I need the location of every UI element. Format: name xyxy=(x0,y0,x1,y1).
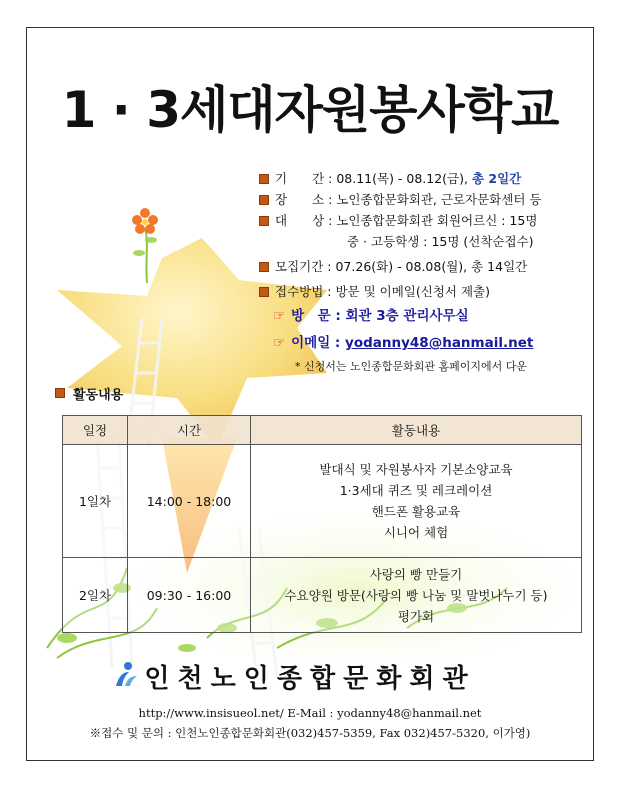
email-label: 이메일 : xyxy=(291,335,341,351)
pointing-hand-icon: ☞ xyxy=(273,335,286,351)
square-bullet-icon xyxy=(259,216,269,226)
time-cell: 14:00 - 18:00 xyxy=(128,445,251,558)
organization-name: 인천노인종합문화회관 xyxy=(144,664,476,694)
recruit-row xyxy=(259,256,589,277)
place-label: 장 소 : xyxy=(275,192,333,207)
activities-cell xyxy=(251,445,582,558)
place-value: 노인종합문화회관, 근로자문화센터 등 xyxy=(336,192,542,207)
section-heading xyxy=(55,384,123,403)
square-bullet-icon xyxy=(259,174,269,184)
email-link[interactable]: yodanny48@hanmail.net xyxy=(345,335,534,351)
header-time: 시간 xyxy=(128,416,251,445)
activity-item: 사랑의 빵 만들기 xyxy=(369,566,463,582)
footer-url: http://www.insisueol.net/ E-Mail : yodanny48@hanmail.net xyxy=(138,706,482,720)
activity-item: 발대식 및 자원봉사자 기본소양교육 xyxy=(319,462,513,477)
table-row xyxy=(63,445,582,558)
header-day: 일정 xyxy=(63,416,128,445)
section-title: 활동내용 xyxy=(73,388,124,403)
activities-cell xyxy=(251,558,582,633)
activity-item: 핸드폰 활용교육 xyxy=(371,504,461,519)
period-total: 총 2일간 xyxy=(471,171,522,186)
table-row xyxy=(63,558,582,633)
method-label: 접수방법 : xyxy=(275,284,332,299)
place-row xyxy=(259,189,589,210)
activity-item: 1·3세대 퀴즈 및 레크레이션 xyxy=(339,483,493,498)
period-label: 기 간 : xyxy=(275,171,333,186)
square-bullet-icon xyxy=(259,195,269,205)
square-bullet-icon xyxy=(259,262,269,272)
method-value: 방문 및 이메일(신청서 제출) xyxy=(335,284,490,299)
pointing-hand-icon: ☞ xyxy=(273,308,286,324)
target-label: 대 상 : xyxy=(275,213,333,228)
square-bullet-icon xyxy=(259,287,269,297)
day-cell: 1일차 xyxy=(63,445,128,558)
period-value: 08.11(목) - 08.12(금), xyxy=(336,171,468,186)
email-row xyxy=(259,333,589,354)
download-note: * 신청서는 노인종합문화회관 홈페이지에서 다운 xyxy=(295,360,528,373)
day-cell: 2일차 xyxy=(63,558,128,633)
activity-item: 평가회 xyxy=(397,608,435,624)
flyer xyxy=(26,27,594,761)
recruit-value: 07.26(화) - 08.08(월), 총 14일간 xyxy=(335,259,528,274)
period-row xyxy=(259,168,589,189)
target-value-students: 중 · 고등학생 : 15명 (선착순접수) xyxy=(347,234,534,249)
visit-text: 방 문 : 회관 3층 관리사무실 xyxy=(291,308,469,324)
activity-item: 수요양원 방문(사랑의 빵 나눔 및 말벗나누기 등) xyxy=(284,587,548,603)
table-header-row xyxy=(63,416,582,445)
visit-row xyxy=(259,306,589,327)
square-bullet-icon xyxy=(55,388,65,398)
method-row xyxy=(259,281,589,302)
schedule-table xyxy=(62,415,582,633)
target-value-seniors: 노인종합문화회관 회원어르신 : 15명 xyxy=(336,213,538,228)
activity-item: 시니어 체험 xyxy=(383,525,449,540)
target-row xyxy=(259,210,589,231)
header-activities: 활동내용 xyxy=(251,416,582,445)
page-title: 1 · 3세대자원봉사학교 xyxy=(61,81,559,139)
footer-contact: ※접수 및 문의 : 인천노인종합문화회관(032)457-5359, Fax 032)457-5320, 이가영) xyxy=(89,726,531,740)
time-cell: 09:30 - 16:00 xyxy=(128,558,251,633)
recruit-label: 모집기간 : xyxy=(275,259,332,274)
info-panel xyxy=(259,168,589,377)
